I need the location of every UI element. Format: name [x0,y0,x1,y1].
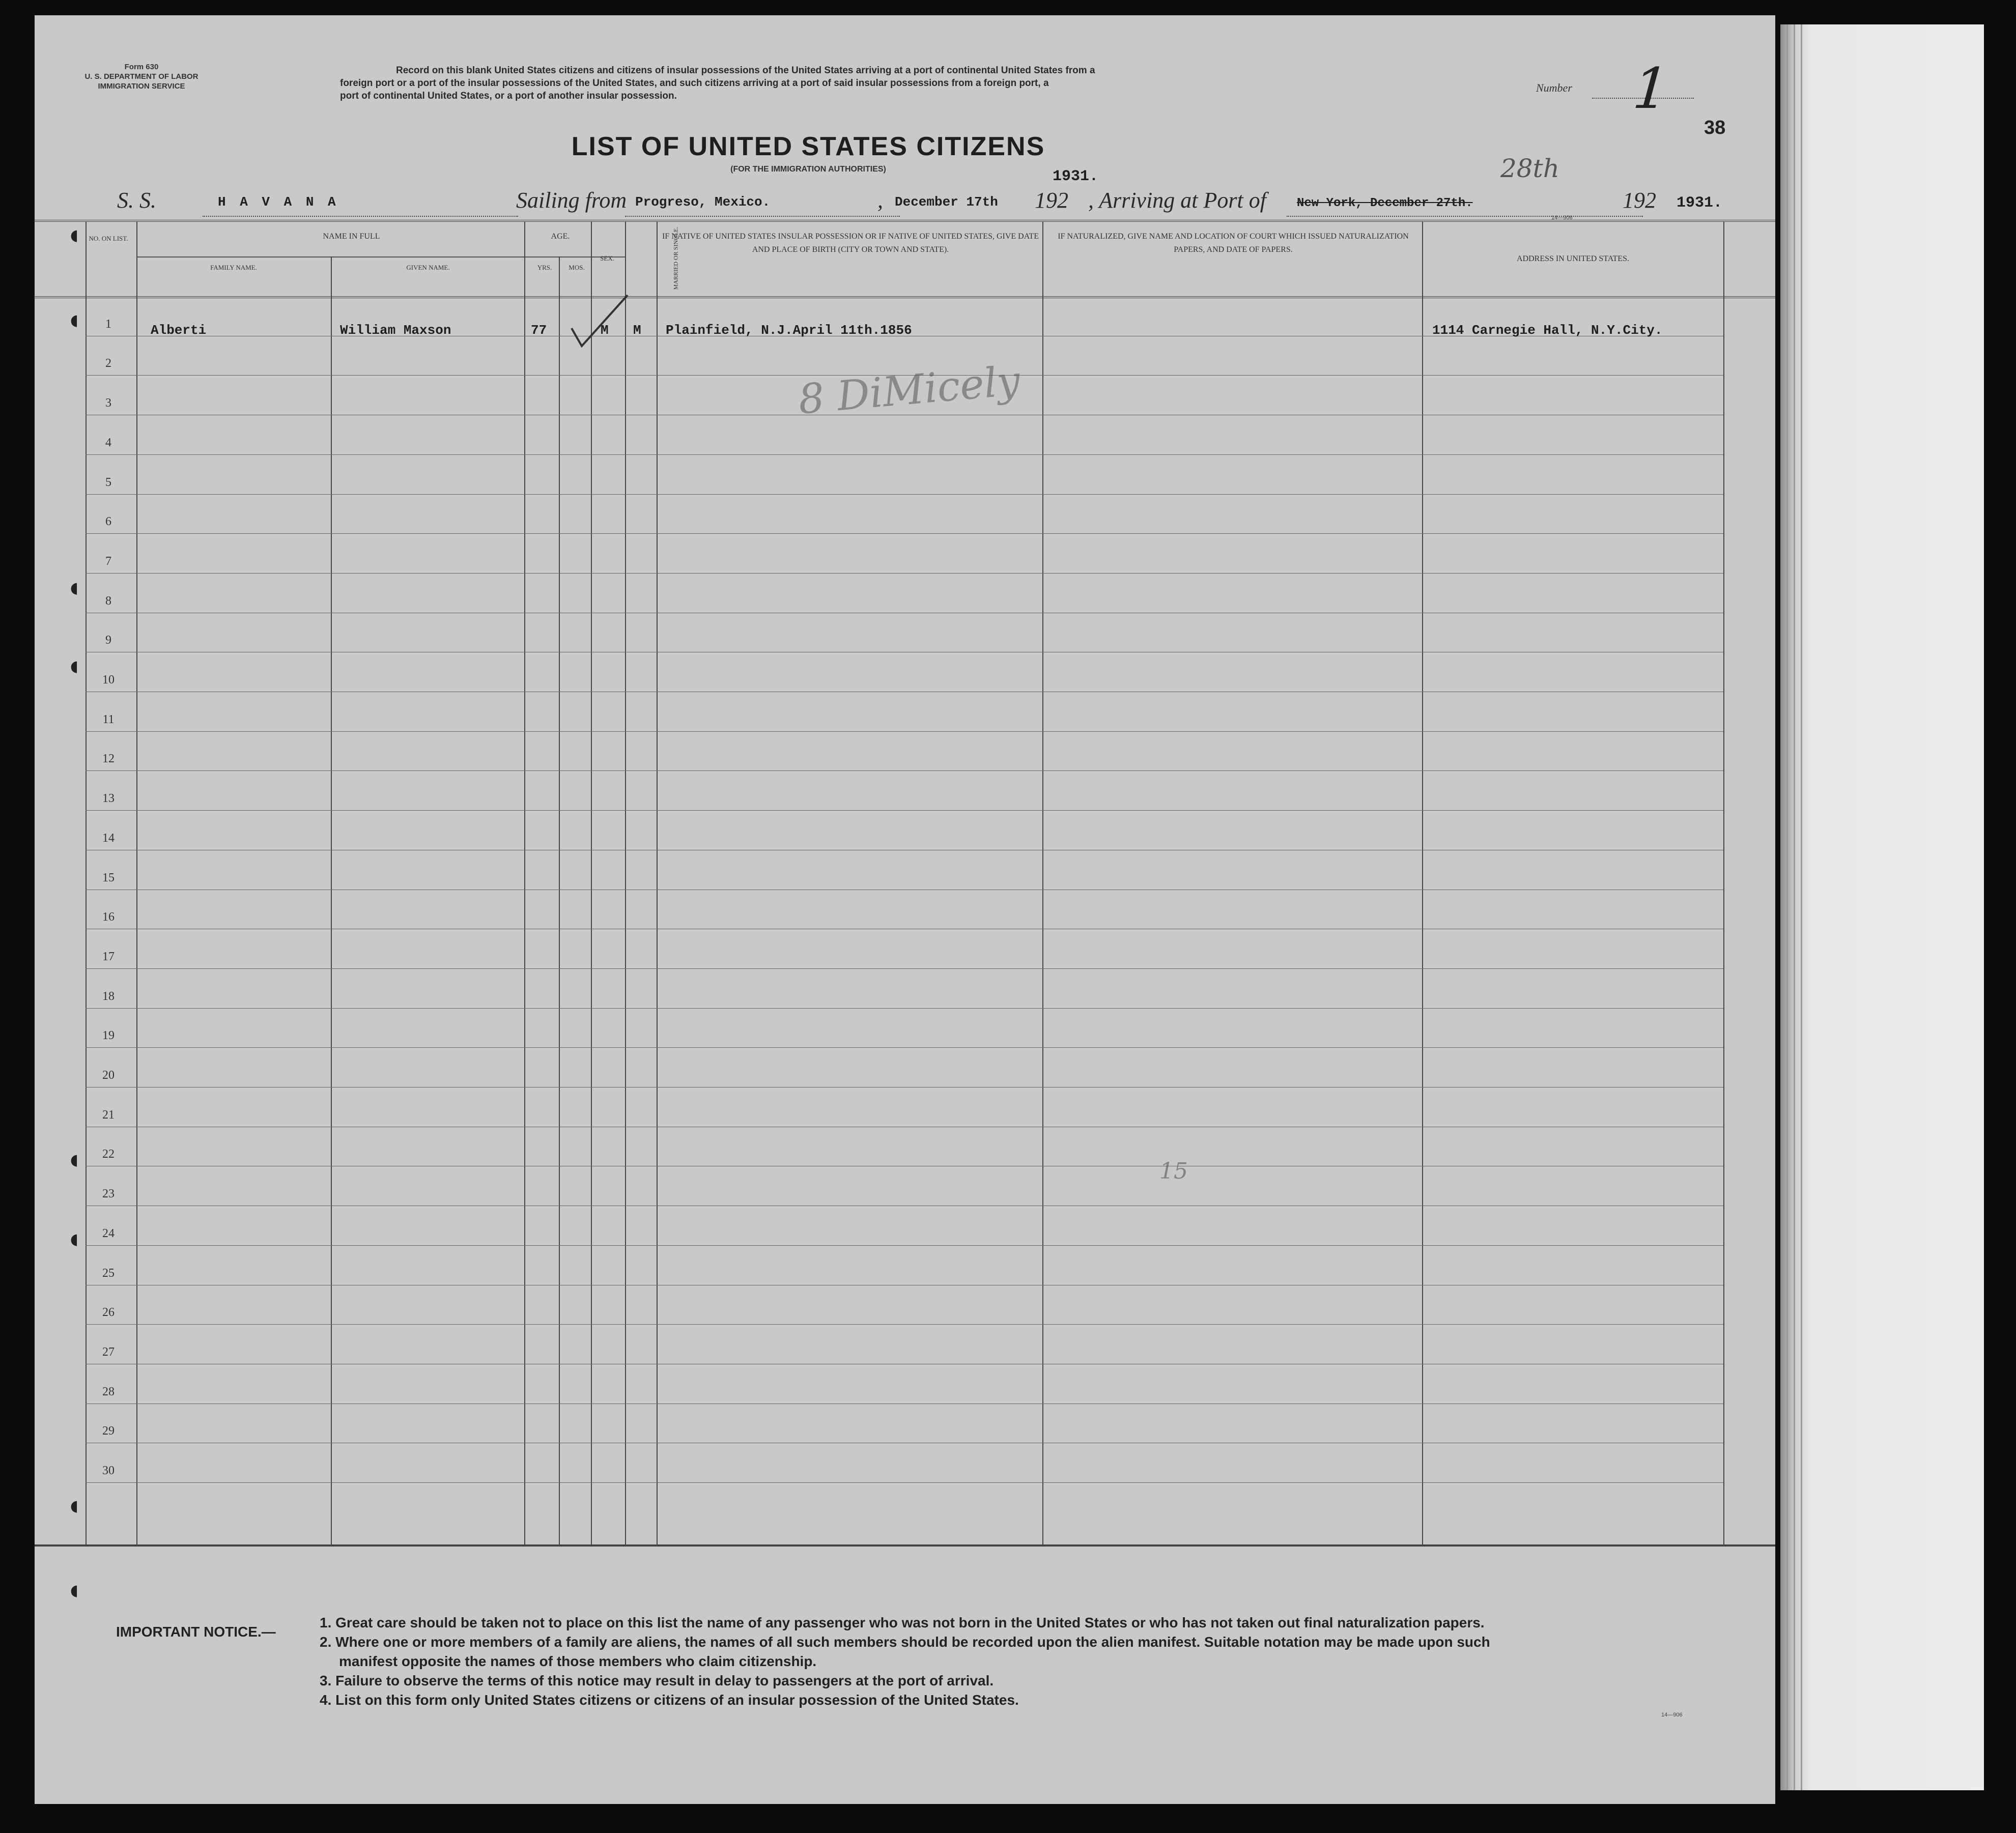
arriving-date-correction: 28th [1500,154,1559,183]
notice-item: 4. List on this form only United States citizens or citizens of an insular possession of the United States. [320,1692,1019,1708]
notice-item: 2. Where one or more members of a family are aliens, the names of all such members should be recorded upon the alien manifest. Suitable notation may be made upon such [320,1634,1490,1650]
row-number: 10 [102,673,115,686]
passenger-birth: Plainfield, N.J.April 11th.1856 [666,323,912,338]
table-bottom-border [35,1544,1775,1546]
punch-hole-icon: ◖ [70,1582,78,1599]
col-line [1422,222,1423,1545]
col-header-naturalized: IF NATURALIZED, GIVE NAME AND LOCATION OF COURT WHICH ISSUED NATURALIZATION PAPERS, AND DATE OF PAPERS. [1058,232,1409,254]
row-rule [86,533,1723,534]
sailing-date: December 17th [895,194,998,210]
notice-item: 1. Great care should be taken not to place on this list the name of any passenger who was not born in the United States or who has not taken out final naturalization papers. [320,1615,1485,1630]
row-number: 14 [102,832,115,845]
col-line [591,222,592,1545]
col-header-yrs: YRS. [537,264,552,271]
year-1: 1931. [1053,168,1099,185]
row-number: 25 [102,1267,115,1280]
punch-hole-icon: ◖ [70,579,78,597]
row-number: 11 [102,713,115,726]
col-header-birth: IF NATIVE OF UNITED STATES INSULAR POSSESSION OR IF NATIVE OF UNITED STATES, GIVE DATE AND PLACE OF BIRTH (CITY OR TOWN AND STATE). [662,232,1039,254]
row-rule [86,1482,1723,1483]
notice-item: manifest opposite the names of those members who claim citizenship. [339,1653,817,1669]
page-number: 38 [1704,117,1726,138]
row-number: 5 [105,476,111,489]
row-number: 28 [102,1385,115,1398]
arriving-underline [1287,216,1643,217]
passenger-sex: M [601,323,609,338]
manifest-sheet [35,15,1775,1804]
punch-hole-icon: ◖ [70,1497,78,1515]
table-top-border [35,220,1775,222]
notice-body [320,1613,1755,1710]
passenger-married: M [633,323,641,338]
row-number: 7 [105,555,111,568]
punch-hole-icon: ◖ [70,311,78,329]
col-header-no: NO. ON LIST. [89,235,128,242]
col-line [657,222,658,1545]
small-code-bottom: 14—906 [1661,1712,1683,1718]
year-prefix-1: 192 [1035,188,1068,213]
col-line [1042,222,1043,1545]
row-number: 23 [102,1187,115,1200]
col-line [1723,222,1724,1545]
row-number: 19 [102,1029,115,1042]
small-code-top: 14—906 [1551,215,1573,221]
row-rule [86,731,1723,732]
notice-heading: IMPORTANT NOTICE.— [116,1624,276,1640]
adjacent-page [1780,24,1984,1790]
passenger-family-name: Alberti [151,323,207,338]
row-rule [86,1245,1723,1246]
col-line [136,222,137,1545]
row-number: 20 [102,1069,115,1082]
row-number: 29 [102,1424,115,1438]
row-number: 9 [105,634,111,647]
col-line [524,222,525,1545]
row-number: 16 [102,910,115,924]
passenger-address: 1114 Carnegie Hall, N.Y.City. [1432,323,1663,338]
row-number: 12 [102,752,115,765]
arriving-port: New York, December 27th. [1297,196,1473,210]
ship-name: H A V A N A [218,194,339,210]
col-header-age: AGE. [551,232,570,241]
col-header-address: ADDRESS IN UNITED STATES. [1517,254,1629,263]
row-number: 17 [102,950,115,963]
col-line [331,256,332,1545]
header-bottom-border [35,296,1775,298]
row-number: 3 [105,396,111,410]
check-mark-icon [561,290,633,351]
col-header-mos: MOS. [569,264,585,271]
punch-hole-icon: ◖ [70,1151,78,1169]
passenger-given-name: William Maxson [340,323,451,338]
punch-hole-icon: ◖ [70,657,78,675]
row-number: 13 [102,792,115,805]
col-line [625,222,626,1545]
row-number: 8 [105,594,111,608]
row-rule [86,573,1723,574]
handwritten-note: 8 DiMicely [796,357,1022,423]
punch-hole-icon: ◖ [70,226,78,244]
page-title: LIST OF UNITED STATES CITIZENS [571,132,1045,161]
row-number: 22 [102,1148,115,1161]
form-id-line: IMMIGRATION SERVICE [98,82,185,91]
col-header-married: MARRIED OR SINGLE. [672,226,679,290]
col-header-given-name: GIVEN NAME. [406,264,450,271]
row-rule [86,454,1723,455]
row-number: 1 [105,318,111,331]
intro-text [340,64,1551,102]
row-number: 15 [102,871,115,884]
row-number: 2 [105,357,111,370]
year-2: 1931. [1677,194,1723,212]
form-id-line: U. S. DEPARTMENT OF LABOR [84,72,198,81]
row-rule [86,1047,1723,1048]
intro-line: port of continental United States, or a port of another insular possession. [340,91,677,101]
row-number: 4 [105,436,111,449]
row-number: 6 [105,515,111,528]
notice-item: 3. Failure to observe the terms of this notice may result in delay to passengers at the port of arrival. [320,1673,994,1688]
row-rule [86,494,1723,495]
name-age-subline [136,256,626,257]
year-prefix-2: 192 [1623,188,1656,213]
ship-underline [203,216,518,217]
col-line [559,256,560,1545]
col-header-sex: SEX. [600,254,614,262]
form-id-line: Form 630 [124,63,159,71]
number-label: Number [1536,81,1572,94]
number-value: 1 [1624,56,1678,121]
punch-hole-icon: ◖ [70,1230,78,1248]
comma: , [877,188,883,213]
form-id [65,62,218,91]
row-number: 18 [102,990,115,1003]
row-rule [86,1324,1723,1325]
sailing-from-underline [625,216,900,217]
row-number: 26 [102,1306,115,1319]
row-number: 30 [102,1464,115,1477]
intro-line: Record on this blank United States citizens and citizens of insular possessions of the United States arriving at a port of continental United States from a [396,65,1095,76]
row-rule [86,968,1723,969]
col-header-family-name: FAMILY NAME. [210,264,257,271]
page-subtitle: (FOR THE IMMIGRATION AUTHORITIES) [730,165,886,174]
stamp-mark: 15 [1159,1158,1188,1184]
row-rule [86,1008,1723,1009]
ss-label: S. S. [117,188,156,213]
col-header-name-in-full: NAME IN FULL [323,232,380,241]
row-number: 21 [102,1108,115,1122]
intro-line: foreign port or a port of the insular possessions of the United States, and such citizens arriving at a port of said insular possessions from a foreign port, a [340,78,1049,89]
arriving-label: , Arriving at Port of [1088,188,1266,213]
row-number: 27 [102,1345,115,1359]
row-number: 24 [102,1227,115,1240]
sailing-from-label: Sailing from [516,188,627,213]
row-rule [86,770,1723,771]
passenger-age-years: 77 [531,323,547,338]
row-rule [86,810,1723,811]
sailing-from-port: Progreso, Mexico. [635,194,771,210]
